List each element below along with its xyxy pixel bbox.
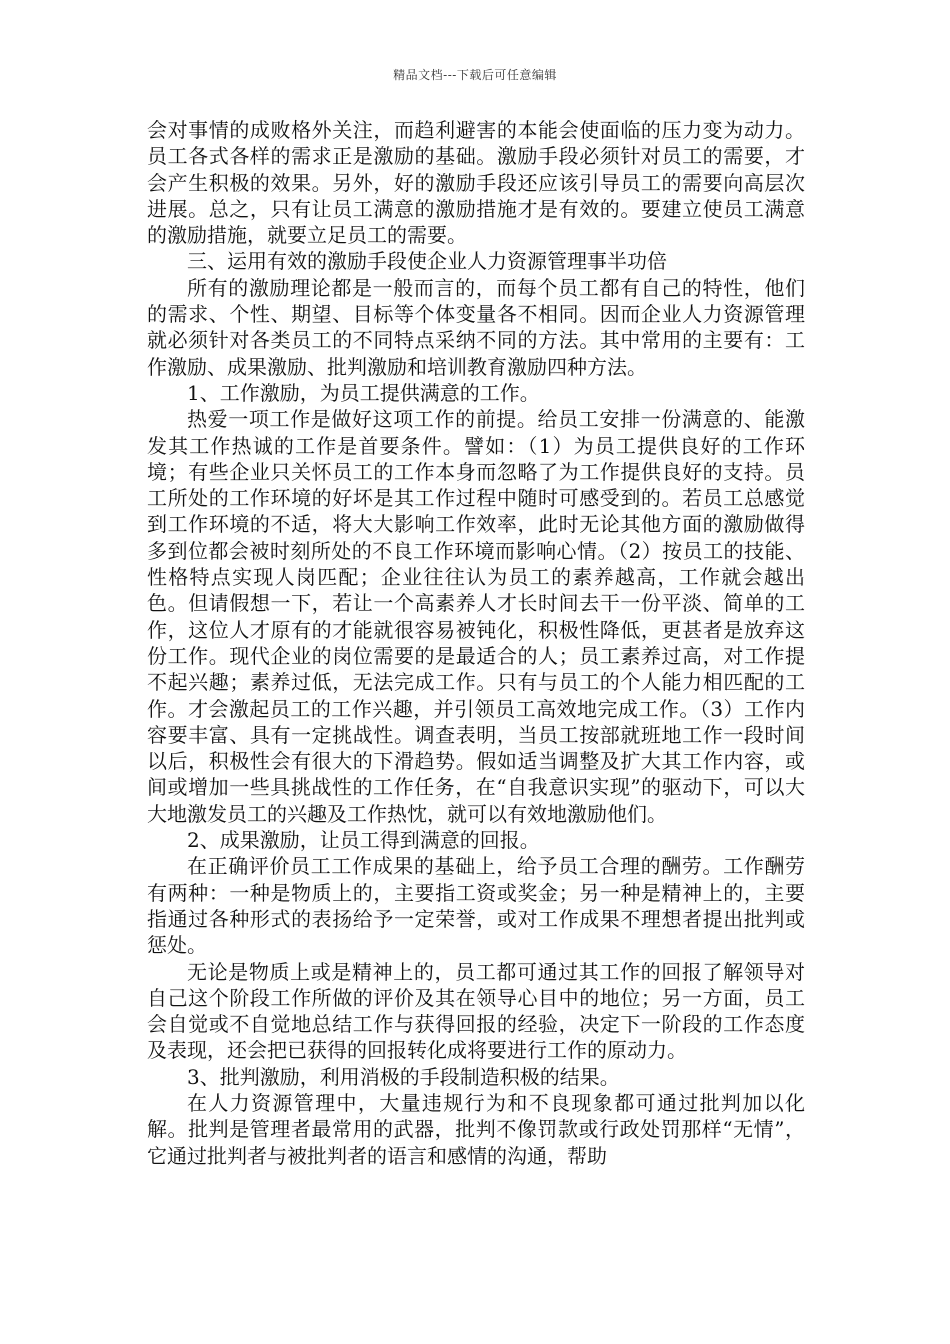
paragraph: 2、成果激励，让员工得到满意的回报。 — [187, 828, 540, 853]
paragraph: 所有的激励理论都是一般而言的，而每个员工都有自己的特性，他们的需求、个性、期望、目标等个体变量各不相同。因而企业人力资源管理就必须针对各类员工的不同特点采纳不同的方法。其中常用的主要有：工作激励、成果激励、批判激励和培训教育激励四种方法。 — [147, 275, 805, 379]
paragraph: 在人力资源管理中，大量违规行为和不良现象都可通过批判加以化解。批判是管理者最常用的武器，批判不像罚款或行政处罚那样“无情”，它通过批判者与被批判者的语言和感情的沟通，帮助 — [147, 1090, 805, 1168]
paragraph: 热爱一项工作是做好这项工作的前提。给员工安排一份满意的、能激发其工作热诚的工作是首要条件。譬如：（1）为员工提供良好的工作环境；有些企业只关怀员工的工作本身而忽略了为工作提供良好的支持。员工所处的工作环境的好坏是其工作过程中随时可感受到的。若员工总感觉到工作环境的不适，将大大影响工作效率，此时无论其他方面的激励做得多到位都会被时刻所处的不良工作环境而影响心情。（2）按员工的技能、性格特点实现人岗匹配；企业往往认为员工的素养越高，工作就会越出色。但请假想一下，若让一个高素养人才长时间去干一份平淡、简单的工作，这位人才原有的才能就很容易被钝化，积极性降低，更甚者是放弃这份工作。现代企业的岗位需要的是最适合的人；员工素养过高，对工作提不起兴趣；素养过低，无法完成工作。只有与员工的个人能力相匹配的工作。才会激起员工的工作兴趣，并引领员工高效地完成工作。（3）工作内容要丰富、具有一定挑战性。调查表明，当员工按部就班地工作一段时间以后，积极性会有很大的下滑趋势。假如适当调整及扩大其工作内容，或间或增加一些具挑战性的工作任务，在“自我意识实现”的驱动下，可以大大地激发员工的兴趣及工作热忱，就可以有效地激励他们。 — [147, 407, 805, 826]
paragraph: 在正确评价员工工作成果的基础上，给予员工合理的酬劳。工作酬劳有两种：一种是物质上的，主要指工资或奖金；另一种是精神上的，主要指通过各种形式的表扬给予一定荣誉，或对工作成果不理想者提出批判或惩处。 — [147, 854, 805, 958]
paragraph: 1、工作激励，为员工提供满意的工作。 — [187, 380, 540, 405]
document-body — [147, 117, 805, 1169]
paragraph: 3、批判激励，利用消极的手段制造积极的结果。 — [187, 1064, 620, 1089]
paragraph: 无论是物质上或是精神上的，员工都可通过其工作的回报了解领导对自己这个阶段工作所做的评价及其在领导心目中的地位；另一方面，员工会自觉或不自觉地总结工作与获得回报的经验，决定下一阶段的工作态度及表现，还会把已获得的回报转化成将要进行工作的原动力。 — [147, 959, 805, 1063]
paragraph: 会对事情的成败格外关注，而趋利避害的本能会使面临的压力变为动力。员工各式各样的需求正是激励的基础。激励手段必须针对员工的需要，才会产生积极的效果。另外，好的激励手段还应该引导员工的需要向高层次进展。总之，只有让员工满意的激励措施才是有效的。要建立使员工满意的激励措施，就要立足员工的需要。 — [147, 118, 805, 248]
page-header: 精品文档---下载后可任意编辑 — [393, 68, 557, 82]
paragraph: 三、运用有效的激励手段使企业人力资源管理事半功倍 — [187, 249, 667, 274]
